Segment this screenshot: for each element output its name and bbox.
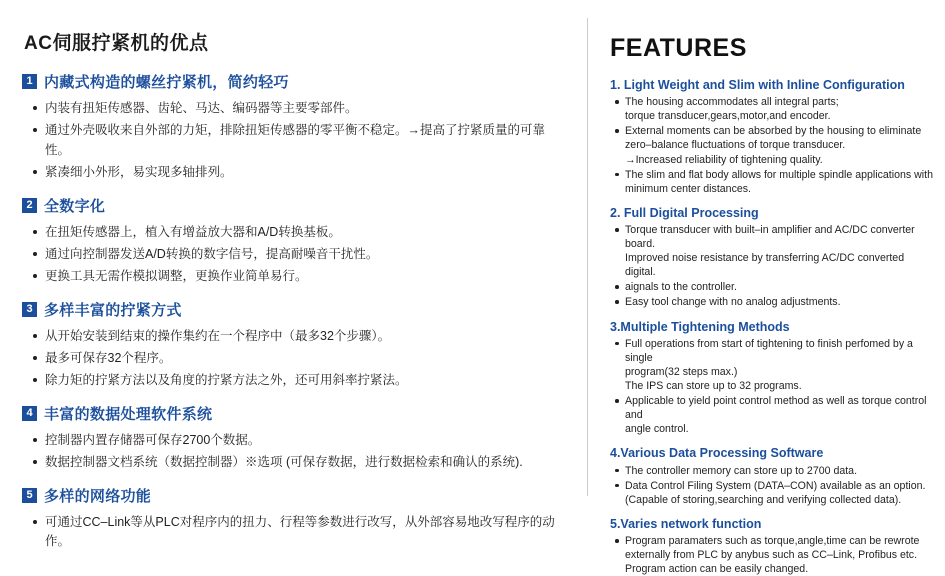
- list-item: 通过外壳吸收来自外部的力矩，排除扭矩传感器的零平衡不稳定。→提高了拧紧质量的可靠性。: [32, 121, 566, 160]
- list-item: 更换工具无需作模拟调整，更换作业简单易行。: [32, 267, 566, 286]
- en-section-1-list: [610, 95, 933, 196]
- cn-section-2-list: [22, 223, 566, 287]
- list-item-text: Data Control Filing System (DATA–CON) available as an option.: [625, 479, 926, 492]
- list-item-subline: torque transducer,gears,motor,and encoder.: [625, 110, 831, 123]
- cn-section-5-header: [22, 485, 566, 506]
- list-item: 内装有扭矩传感器、齿轮、马达、编码器等主要零部件。: [32, 99, 566, 118]
- list-item: 数据控制器文档系统（数据控制器）※选项 (可保存数据，进行数据检索和确认的系统).: [32, 453, 566, 472]
- section-number-badge: 2: [22, 198, 37, 213]
- en-section-3: [610, 319, 933, 437]
- en-section-3-heading: 3.Multiple Tightening Methods: [610, 319, 790, 334]
- en-section-4-list: [610, 464, 933, 507]
- list-item-text: The slim and flat body allows for multiple spindle applications with: [625, 168, 933, 181]
- cn-section-4-list: [22, 431, 566, 473]
- cn-section-2-heading: 全数字化: [44, 197, 106, 215]
- en-section-2: [610, 205, 933, 310]
- list-item-text: Torque transducer with built–in amplifier and AC/DC converter board.: [625, 224, 915, 251]
- cn-section-4-header: [22, 403, 566, 424]
- list-item: The controller memory can store up to 2700 data.: [614, 464, 933, 478]
- section-number-badge: 5: [22, 488, 37, 503]
- cn-section-3-header: [22, 299, 566, 320]
- list-item-subline: externally from PLC by anybus such as CC–Link, Profibus etc.: [625, 549, 918, 562]
- en-section-5-list: [610, 534, 933, 576]
- cn-section-1-heading: 内藏式构造的螺丝拧紧机，简约轻巧: [44, 74, 289, 91]
- cn-section-3-heading: 多样丰富的拧紧方式: [44, 301, 182, 319]
- cn-section-3-list: [22, 327, 566, 391]
- cn-section-4-heading: 丰富的数据处理软件系统: [44, 405, 213, 423]
- cn-section-5: [22, 485, 566, 552]
- en-section-2-heading: 2. Full Digital Processing: [610, 205, 759, 220]
- list-item: 控制器内置存储器可保存2700个数据。: [32, 431, 566, 450]
- list-item: 最多可保存32个程序。: [32, 349, 566, 368]
- en-section-1: [610, 77, 933, 196]
- list-item-subline-2: The IPS can store up to 32 programs.: [625, 380, 802, 392]
- cn-section-1: [22, 71, 566, 183]
- list-item: [614, 168, 933, 196]
- list-item: 从开始安装到结束的操作集约在一个程序中（最多32个步骤）。: [32, 327, 566, 346]
- list-item: [614, 394, 933, 436]
- en-section-3-list: [610, 337, 933, 437]
- features-title: FEATURES: [610, 34, 747, 62]
- list-item: [614, 95, 933, 123]
- list-item-subline: angle control.: [625, 423, 689, 436]
- en-section-5-heading: 5.Varies network function: [610, 516, 762, 531]
- list-item: [614, 124, 933, 166]
- cn-section-2-header: [22, 195, 566, 216]
- en-section-5: [610, 516, 933, 576]
- right-column: [600, 0, 945, 576]
- en-section-2-list: [610, 223, 933, 309]
- cn-section-1-list: [22, 99, 566, 183]
- cn-section-4: [22, 403, 566, 473]
- cn-section-3: [22, 299, 566, 391]
- list-item: [614, 534, 933, 576]
- list-item-subline: (Capable of storing,searching and verifying collected data).: [625, 493, 902, 506]
- section-number-badge: 3: [22, 302, 37, 317]
- section-number-badge: 4: [22, 406, 37, 421]
- list-item: 在扭矩传感器上，植入有增益放大器和A/D转换基板。: [32, 223, 566, 242]
- cn-section-1-header: [22, 71, 566, 92]
- cn-section-2: [22, 195, 566, 287]
- list-item-text: Applicable to yield point control method as well as torque control and: [625, 395, 927, 422]
- list-item: 可通过CC–Link等从PLC对程序内的扭力、行程等参数进行改写，从外部容易地改写程序的动作。: [32, 513, 566, 552]
- list-item: 紧凑细小外形，易实现多轴排列。: [32, 163, 566, 182]
- cn-section-5-heading: 多样的网络功能: [44, 487, 152, 505]
- list-item-subline: Improved noise resistance by transferring AC/DC converted digital.: [625, 252, 905, 279]
- list-item: 通过向控制器发送A/D转换的数字信号，提高耐噪音干扰性。: [32, 245, 566, 264]
- list-item-text: The housing accommodates all integral parts;: [625, 96, 839, 109]
- list-item-subline-2: Program action can be easily changed.: [625, 563, 809, 576]
- page-title: AC伺服拧紧机的优点: [24, 33, 209, 54]
- section-number-badge: 1: [22, 74, 37, 89]
- list-item-text: Program paramaters such as torque,angle,time can be rewrote: [625, 535, 920, 548]
- column-divider: [587, 18, 588, 496]
- list-item-subline: minimum center distances.: [625, 182, 751, 195]
- list-item-text: Full operations from start of tightening to finish perfomed by a single: [625, 337, 913, 364]
- list-item-subline-2: →Increased reliability of tightening quality.: [625, 153, 823, 166]
- list-item: 除力矩的拧紧方法以及角度的拧紧方法之外，还可用斜率拧紧法。: [32, 371, 566, 390]
- list-item-subline: zero–balance fluctuations of torque transducer.: [625, 139, 846, 152]
- list-item: Easy tool change with no analog adjustments.: [614, 295, 933, 309]
- en-section-4-heading: 4.Various Data Processing Software: [610, 446, 824, 461]
- list-item: [614, 223, 933, 279]
- list-item: aignals to the controller.: [614, 280, 933, 294]
- list-item: [614, 337, 933, 393]
- list-item-text: External moments can be absorbed by the housing to eliminate: [625, 125, 922, 138]
- en-section-4: [610, 445, 933, 506]
- en-section-1-heading: 1. Light Weight and Slim with Inline Configuration: [610, 78, 905, 92]
- list-item: [614, 479, 933, 507]
- cn-section-5-list: [22, 513, 566, 552]
- list-item-subline: program(32 steps max.): [625, 365, 738, 378]
